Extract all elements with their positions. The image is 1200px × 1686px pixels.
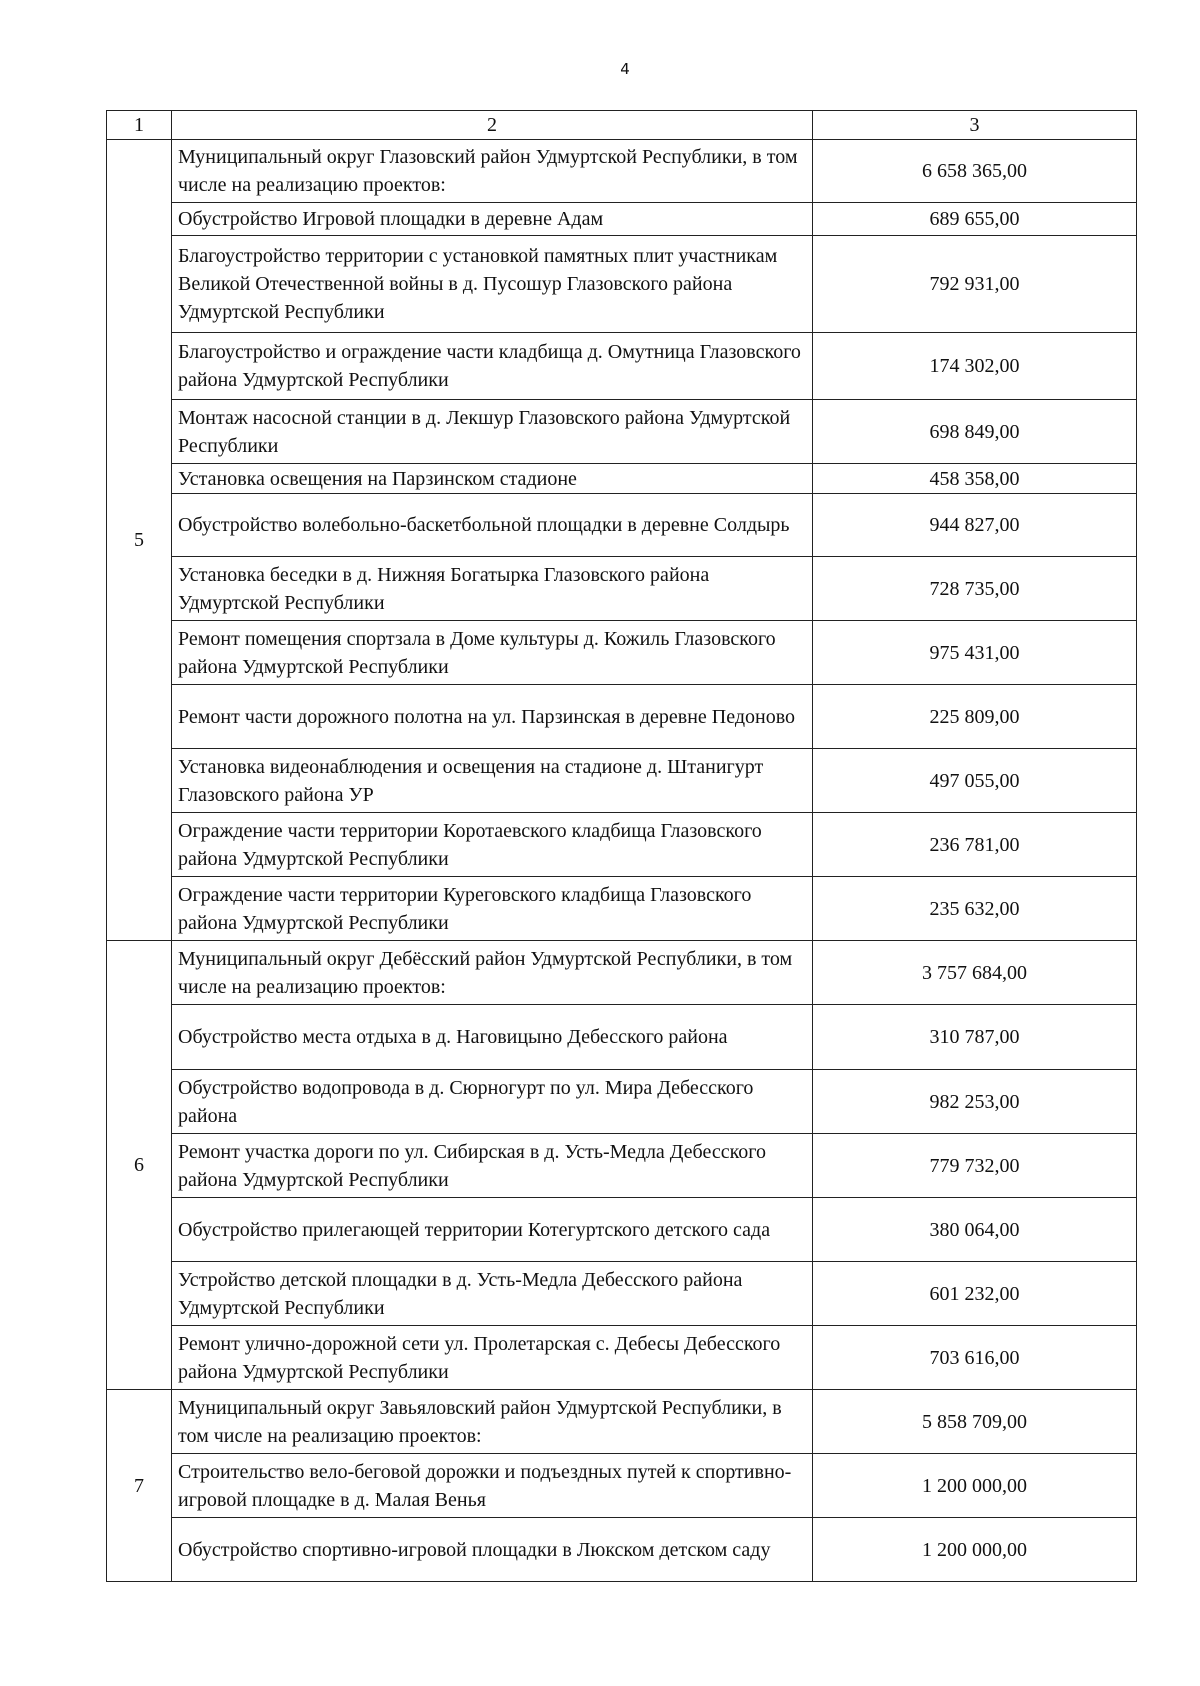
column-header: 1 bbox=[107, 111, 172, 140]
row-description: Ремонт участка дороги по ул. Сибирская в д. Усть-Медла Дебесского района Удмуртской Республики bbox=[172, 1134, 813, 1198]
row-description: Обустройство прилегающей территории Котегуртского детского сада bbox=[172, 1198, 813, 1262]
row-amount: 698 849,00 bbox=[813, 400, 1137, 464]
row-description: Ремонт части дорожного полотна на ул. Парзинская в деревне Педоново bbox=[172, 685, 813, 749]
table-row bbox=[107, 621, 1137, 685]
row-description: Обустройство спортивно-игровой площадки в Люкском детском саду bbox=[172, 1518, 813, 1582]
row-amount: 792 931,00 bbox=[813, 236, 1137, 333]
row-description: Строительство вело-беговой дорожки и подъездных путей к спортивно-игровой площадке в д. Малая Венья bbox=[172, 1454, 813, 1518]
row-amount: 174 302,00 bbox=[813, 333, 1137, 400]
table-row bbox=[107, 1454, 1137, 1518]
row-description: Ограждение части территории Куреговского кладбища Глазовского района Удмуртской Республики bbox=[172, 877, 813, 941]
table-row bbox=[107, 1070, 1137, 1134]
row-description: Ремонт улично-дорожной сети ул. Пролетарская с. Дебесы Дебесского района Удмуртской Республики bbox=[172, 1326, 813, 1390]
row-amount: 5 858 709,00 bbox=[813, 1390, 1137, 1454]
row-amount: 225 809,00 bbox=[813, 685, 1137, 749]
row-amount: 236 781,00 bbox=[813, 813, 1137, 877]
row-amount: 703 616,00 bbox=[813, 1326, 1137, 1390]
row-description: Устройство детской площадки в д. Усть-Медла Дебесского района Удмуртской Республики bbox=[172, 1262, 813, 1326]
row-description: Благоустройство и ограждение части кладбища д. Омутница Глазовского района Удмуртской Республики bbox=[172, 333, 813, 400]
row-description: Муниципальный округ Дебёсский район Удмуртской Республики, в том числе на реализацию проектов: bbox=[172, 941, 813, 1005]
page-number: 4 bbox=[620, 60, 630, 78]
table-row bbox=[107, 941, 1137, 1005]
row-number: 6 bbox=[107, 941, 172, 1390]
row-description: Муниципальный округ Завьяловский район Удмуртской Республики, в том числе на реализацию проектов: bbox=[172, 1390, 813, 1454]
table-row bbox=[107, 1134, 1137, 1198]
column-header: 2 bbox=[172, 111, 813, 140]
table-row bbox=[107, 140, 1137, 203]
row-description: Установка видеонаблюдения и освещения на стадионе д. Штанигурт Глазовского района УР bbox=[172, 749, 813, 813]
table-row bbox=[107, 1390, 1137, 1454]
table-row bbox=[107, 464, 1137, 494]
table-row bbox=[107, 1198, 1137, 1262]
table-row bbox=[107, 400, 1137, 464]
row-description: Ремонт помещения спортзала в Доме культуры д. Кожиль Глазовского района Удмуртской Республики bbox=[172, 621, 813, 685]
row-description: Благоустройство территории с установкой памятных плит участникам Великой Отечественной войны в д. Пусошур Глазовского района Удмуртской Республики bbox=[172, 236, 813, 333]
row-number: 7 bbox=[107, 1390, 172, 1582]
row-amount: 458 358,00 bbox=[813, 464, 1137, 494]
table-row bbox=[107, 557, 1137, 621]
row-description: Обустройство волебольно-баскетбольной площадки в деревне Солдырь bbox=[172, 494, 813, 557]
row-amount: 380 064,00 bbox=[813, 1198, 1137, 1262]
row-description: Обустройство Игровой площадки в деревне Адам bbox=[172, 203, 813, 236]
row-description: Установка беседки в д. Нижняя Богатырка Глазовского района Удмуртской Республики bbox=[172, 557, 813, 621]
row-amount: 497 055,00 bbox=[813, 749, 1137, 813]
table-row bbox=[107, 236, 1137, 333]
row-description: Муниципальный округ Глазовский район Удмуртской Республики, в том числе на реализацию проектов: bbox=[172, 140, 813, 203]
table-row bbox=[107, 333, 1137, 400]
row-amount: 310 787,00 bbox=[813, 1005, 1137, 1070]
row-amount: 982 253,00 bbox=[813, 1070, 1137, 1134]
table-row bbox=[107, 813, 1137, 877]
row-amount: 689 655,00 bbox=[813, 203, 1137, 236]
row-description: Ограждение части территории Коротаевского кладбища Глазовского района Удмуртской Республики bbox=[172, 813, 813, 877]
row-description: Установка освещения на Парзинском стадионе bbox=[172, 464, 813, 494]
table-row bbox=[107, 685, 1137, 749]
row-amount: 3 757 684,00 bbox=[813, 941, 1137, 1005]
table-row bbox=[107, 1326, 1137, 1390]
row-description: Обустройство места отдыха в д. Наговицыно Дебесского района bbox=[172, 1005, 813, 1070]
row-amount: 1 200 000,00 bbox=[813, 1518, 1137, 1582]
row-amount: 235 632,00 bbox=[813, 877, 1137, 941]
row-amount: 944 827,00 bbox=[813, 494, 1137, 557]
row-amount: 975 431,00 bbox=[813, 621, 1137, 685]
row-amount: 6 658 365,00 bbox=[813, 140, 1137, 203]
row-description: Обустройство водопровода в д. Сюрногурт по ул. Мира Дебесского района bbox=[172, 1070, 813, 1134]
table-row bbox=[107, 1262, 1137, 1326]
row-description: Монтаж насосной станции в д. Лекшур Глазовского района Удмуртской Республики bbox=[172, 400, 813, 464]
table-row bbox=[107, 494, 1137, 557]
table-row bbox=[107, 203, 1137, 236]
table-header-row bbox=[107, 111, 1137, 140]
row-amount: 1 200 000,00 bbox=[813, 1454, 1137, 1518]
table-row bbox=[107, 1518, 1137, 1582]
budget-table bbox=[106, 110, 1137, 1582]
table-row bbox=[107, 877, 1137, 941]
row-amount: 601 232,00 bbox=[813, 1262, 1137, 1326]
row-amount: 728 735,00 bbox=[813, 557, 1137, 621]
column-header: 3 bbox=[813, 111, 1137, 140]
row-number: 5 bbox=[107, 140, 172, 941]
row-amount: 779 732,00 bbox=[813, 1134, 1137, 1198]
table-row bbox=[107, 1005, 1137, 1070]
table-row bbox=[107, 749, 1137, 813]
